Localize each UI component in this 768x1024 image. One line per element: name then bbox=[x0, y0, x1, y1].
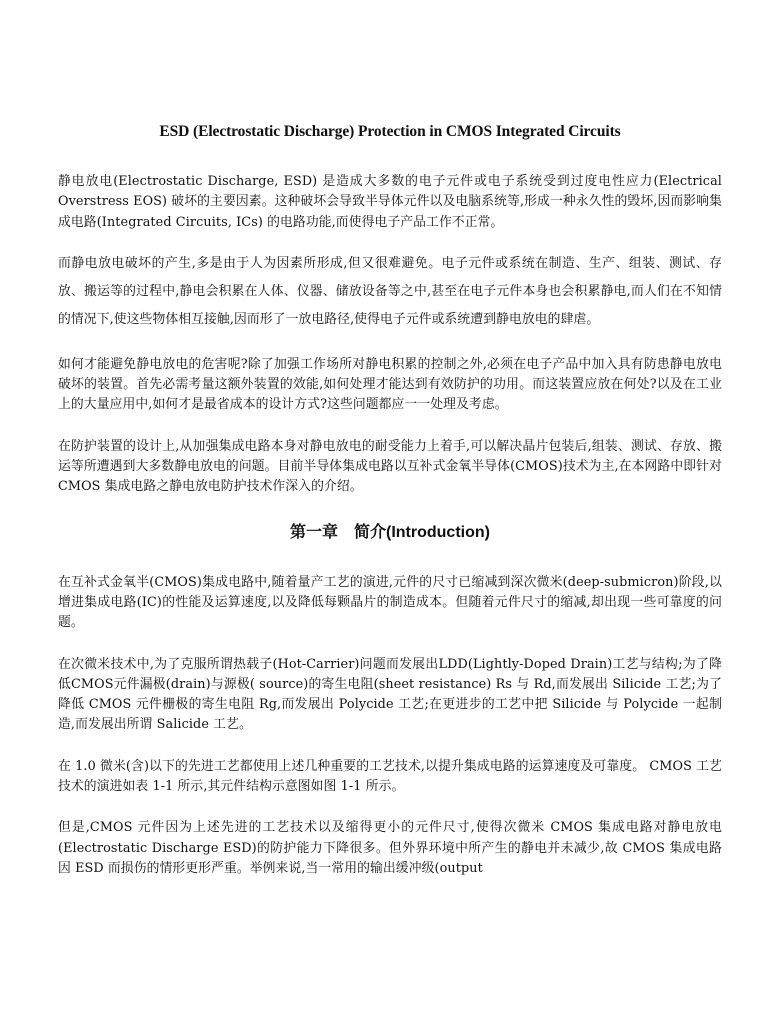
paragraph-esd-definition: 静电放电(Electrostatic Discharge, ESD) 是造成大多数的电子元件或电子系统受到过度电性应力(Electrical Overstress EOS) 破坏的主要因素。这种破坏会导致半导体元件以及电脑系统等,形成一种永久性的毁坏,因而影响集成电路(Integrated Circuits, ICs) 的电路功能,而使得电子产品工作不正常。 bbox=[58, 174, 722, 230]
paragraph-esd-reduced-protection: 但是,CMOS 元件因为上述先进的工艺技术以及缩得更小的元件尺寸,使得次微米 CMOS 集成电路对静电放电(Electrostatic Discharge ESD)的防护能力下降很多。但外界环境中所产生的静电并未减少,故 CMOS 集成电路因 ESD 而损伤的情形更形严重。举例来说,当一常用的输出缓冲级(output bbox=[58, 820, 722, 876]
paragraph-esd-prevention: 如何才能避免静电放电的危害呢?除了加强工作场所对静电积累的控制之外,必须在电子产品中加入具有防患静电放电破坏的装置。首先必需考量这额外装置的效能,如何处理才能达到有效防护的功用。而这装置应放在何处?以及在工业上的大量应用中,如何才是最省成本的设计方式?这些问题都应一一处理及考虑。 bbox=[58, 356, 722, 413]
paragraph-advanced-process: 在 1.0 微米(含)以下的先进工艺都使用上述几种重要的工艺技术,以提升集成电路的运算速度及可靠度。 CMOS 工艺技术的演进如表 1-1 所示,其元件结构示意图如图 1-1 所示。 bbox=[58, 758, 722, 795]
document-title: ESD (Electrostatic Discharge) Protection in CMOS Integrated Circuits bbox=[159, 123, 621, 140]
paragraph-protection-design: 在防护装置的设计上,从加强集成电路本身对静电放电的耐受能力上着手,可以解决晶片包装后,组装、测试、存放、搬运等所遭遇到大多数静电放电的问题。目前半导体集成电路以互补式金氧半导体(CMOS)技术为主,在本网路中即针对 CMOS 集成电路之静电放电防护技术作深入的介绍。 bbox=[58, 438, 722, 495]
paragraph-esd-causes: 而静电放电破坏的产生,多是由于人为因素所形成,但又很难避免。电子元件或系统在制造、生产、组装、测试、存放、搬运等的过程中,静电会积累在人体、仪器、储放设备等之中,甚至在电子元件本身也会积累静电,而人们在不知情的情况下,使这些物体相互接触,因而形了一放电路径,使得电子元件或系统遭到静电放电的肆虐。 bbox=[58, 255, 722, 327]
chapter-heading: 第一章 简介(Introduction) bbox=[290, 523, 490, 541]
paragraph-cmos-scaling: 在互补式金氧半(CMOS)集成电路中,随着量产工艺的演进,元件的尺寸已缩减到深次微米(deep-submicron)阶段,以增进集成电路(IC)的性能及运算速度,以及降低每颗晶片的制造成本。但随着元件尺寸的缩减,却出现一些可靠度的问题。 bbox=[58, 574, 722, 631]
paragraph-submicron-process: 在次微米技术中,为了克服所谓热载子(Hot-Carrier)问题而发展出LDD(Lightly-Doped Drain)工艺与结构;为了降低CMOS元件漏极(drain)与源极( source)的寄生电阻(sheet resistance) Rs 与 Rd,而发展出 Silicide 工艺;为了降低 CMOS 元件栅极的寄生电阻 Rg,而发展出 Polycide 工艺;在更进步的工艺中把 Silicide 与 Polycide 一起制造,而发展出所谓 Salicide 工艺。 bbox=[58, 656, 722, 733]
